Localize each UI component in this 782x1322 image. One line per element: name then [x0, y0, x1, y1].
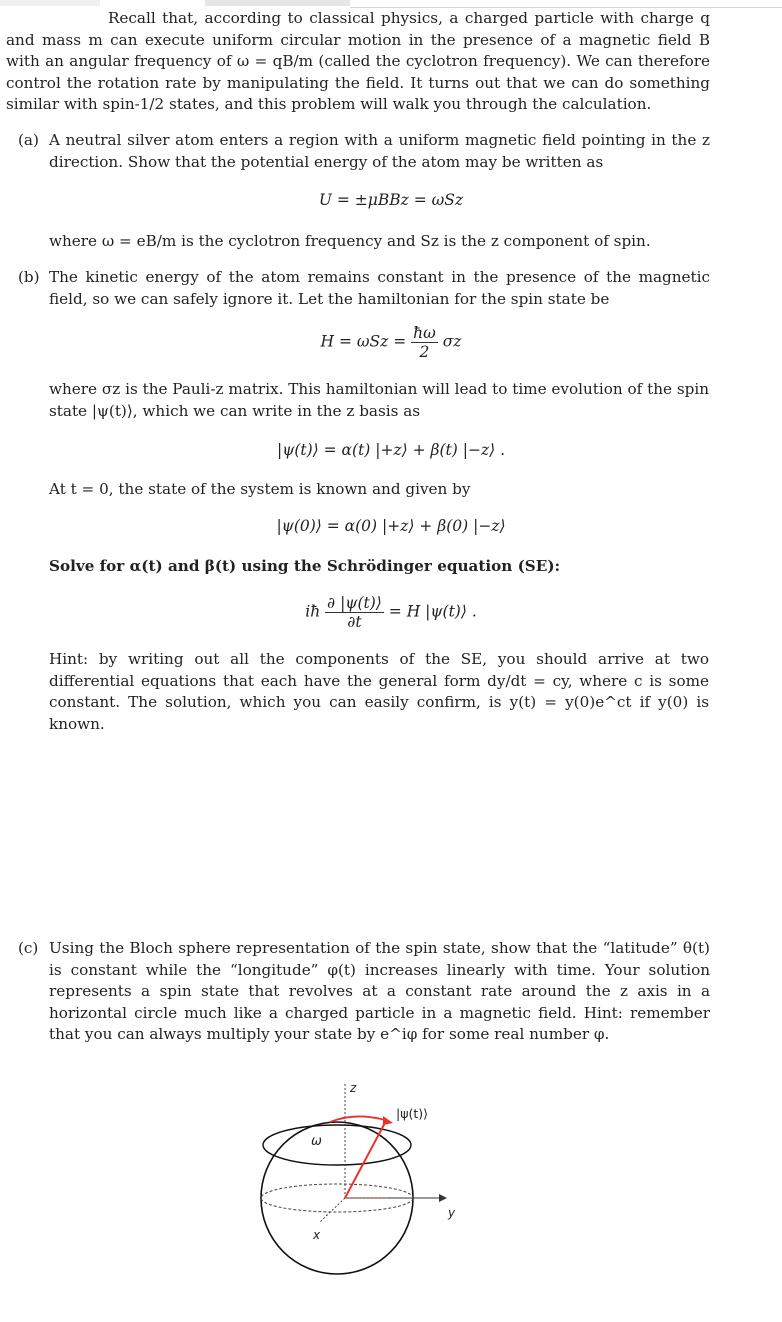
part-a-text: A neutral silver atom enters a region with a uniform magnetic field pointing in the z direction. Show that the potential energy of the atom may be written as: [49, 131, 710, 171]
part-a: [18, 130, 710, 173]
hamiltonian-equation: [0, 324, 782, 361]
se-denominator: ∂t: [347, 613, 362, 631]
latitude-circle: [263, 1125, 411, 1165]
se-lhs: iħ: [305, 602, 321, 621]
z-axis-label: z: [350, 1081, 357, 1095]
intro-paragraph: Recall that, according to classical physics, a charged particle with charge q and mass m can execute uniform circular motion in the presence of a magnetic field B with an angular frequency of ω = qB/m (called the cyclotron frequency). We can therefore control the rotation rate by manipulating the field. It turns out that we can do something similar with spin-1/2 states, and this problem will walk you through the calculation.: [6, 9, 710, 114]
hamiltonian-sigma: σz: [442, 332, 462, 351]
header-strip-left: [0, 0, 100, 6]
omega-label: ω: [311, 1134, 322, 1149]
state-label: |ψ(t)⟩: [396, 1106, 428, 1121]
hamiltonian-denominator: 2: [419, 343, 430, 361]
y-axis-arrowhead: [439, 1194, 447, 1202]
se-rhs: = H |ψ(t)⟩ .: [388, 602, 477, 621]
rotation-arrow: [330, 1116, 385, 1122]
hint-paragraph: Hint: by writing out all the components of the SE, you should arrive at two differential equations that each have the general form dy/dt = cy, where c is some constant. The solution, which you can easily confirm, is y(t) = y(0)e^ct if y(0) is known.: [49, 650, 709, 733]
y-axis-label: y: [448, 1206, 456, 1220]
part-b-text: The kinetic energy of the atom remains constant in the presence of the magnetic field, so we can safely ignore it. Let the hamiltonian for the spin state be: [49, 268, 710, 308]
x-axis: [320, 1198, 345, 1222]
x-axis-label: x: [313, 1228, 321, 1242]
part-c-label: (c): [18, 939, 39, 957]
rotation-arrowhead: [383, 1116, 393, 1125]
se-numerator: ∂ |ψ(t)⟩: [327, 594, 382, 612]
part-a-label: (a): [18, 131, 39, 149]
bloch-sphere-figure: [0, 1062, 782, 1322]
solve-instruction: Solve for α(t) and β(t) using the Schrödinger equation (SE):: [49, 557, 561, 575]
schrodinger-equation: [0, 594, 782, 631]
state-equation: |ψ(t)⟩ = α(t) |+z⟩ + β(t) |−z⟩ .: [276, 441, 506, 459]
initial-state-equation: |ψ(0)⟩ = α(0) |+z⟩ + β(0) |−z⟩: [276, 517, 506, 535]
part-b-label: (b): [18, 268, 40, 286]
potential-energy-equation: U = ±μBBz = ωSz: [318, 191, 464, 209]
part-b: [18, 267, 710, 310]
part-a-after: where ω = eB/m is the cyclotron frequency and Sz is the z component of spin.: [49, 232, 651, 250]
header-strip-mid: [205, 0, 350, 6]
t0-text: At t = 0, the state of the system is known and given by: [49, 480, 471, 498]
hamiltonian-numerator: ħω: [413, 324, 436, 342]
part-c: [18, 938, 710, 1046]
hamiltonian-lhs: H = ωSz =: [320, 332, 407, 351]
hamiltonian-fraction: [411, 324, 438, 361]
part-c-text: Using the Bloch sphere representation of the spin state, show that the “latitude” θ(t) is constant while the “longitude” φ(t) increases linearly with time. Your solution represents a spin state that revolves at a constant rate around the z axis in a horizontal circle much like a charged particle in a magnetic field. Hint: remember that you can always multiply your state by e^iφ for some real number φ.: [49, 939, 710, 1044]
se-fraction: [325, 594, 384, 631]
pauli-text: where σz is the Pauli-z matrix. This hamiltonian will lead to time evolution of the spin state |ψ(t)⟩, which we can write in the z basis as: [49, 380, 709, 420]
